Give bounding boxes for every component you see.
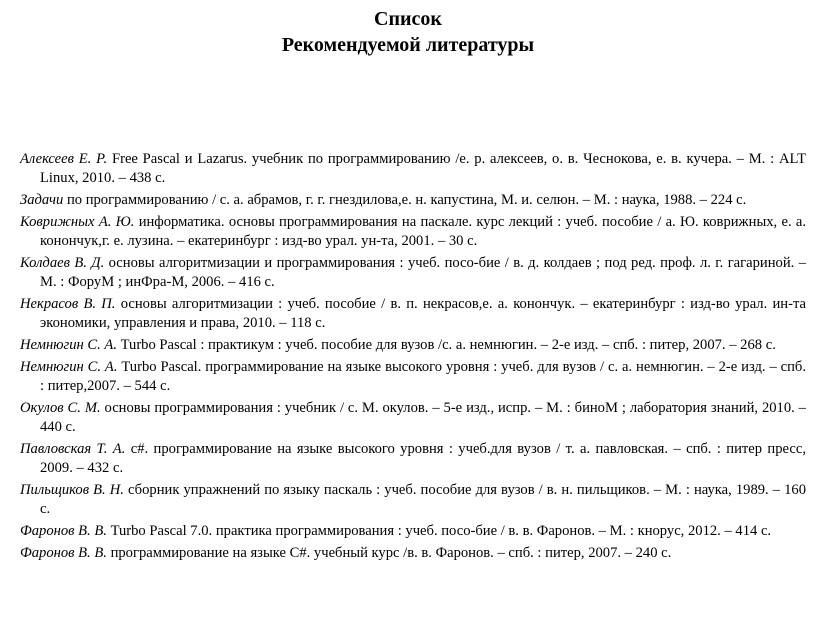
reference-item [20, 295, 806, 333]
reference-item [20, 213, 806, 251]
reference-author: Пильщиков В. Н. [20, 482, 124, 498]
title-line-1: Список [374, 8, 442, 30]
reference-text: c#. программирование на языке высокого уровня : учеб.для вузов / т. а. павловская. – спб. : питер пресс, 2009. – 432 с. [40, 441, 806, 476]
reference-text: информатика. основы программирования на паскале. курс лекций : учеб. пособие / а. Ю. коврижных, е. а. конончук,г. е. лузина. – екатеринбург : изд-во урал. ун-та, 2001. – 30 с. [40, 214, 807, 249]
page-title [0, 6, 816, 58]
reference-text: основы алгоритмизации : учеб. пособие / в. п. некрасов,е. а. конончук. – екатеринбург : изд-во урал. ин-та экономики, управления и права, 2010. – 118 с. [40, 296, 807, 331]
reference-item [20, 254, 806, 292]
reference-text: основы алгоритмизации и программирования : учеб. посо-бие / в. д. колдаев ; под ред. проф. л. г. гагариной. – М. : ФоруМ ; инФра-М, 2006. – 416 с. [40, 255, 806, 290]
reference-author: Колдаев В. Д. [20, 255, 105, 271]
reference-text: Turbo Pascal 7.0. практика программирования : учеб. посо-бие / в. в. Фаронов. – М. : кнорус, 2012. – 414 с. [110, 523, 772, 539]
reference-author: Фаронов В. В. [20, 523, 107, 539]
reference-item [20, 481, 806, 519]
reference-list [20, 150, 806, 566]
reference-item [20, 336, 806, 355]
reference-item [20, 150, 806, 188]
reference-item [20, 440, 806, 478]
title-line-2: Рекомендуемой литературы [281, 34, 535, 56]
reference-text: Turbo Pascal : практикум : учеб. пособие для вузов /с. а. немнюгин. – 2-е изд. – спб. : питер, 2007. – 268 с. [120, 337, 776, 353]
reference-author: Павловская Т. А. [20, 441, 126, 457]
reference-author: Фаронов В. В. [20, 545, 107, 561]
reference-text: Turbo Pascal. программирование на языке высокого уровня : учеб. для вузов / с. а. немнюгин. – 2-е изд. – спб. : питер,2007. – 544 с. [40, 359, 807, 394]
reference-item [20, 522, 806, 541]
reference-author: Алексеев Е. Р. [20, 151, 108, 167]
reference-item [20, 544, 806, 563]
reference-text: программирование на языке C#. учебный курс /в. в. Фаронов. – спб. : питер, 2007. – 240 с. [110, 545, 672, 561]
reference-text: основы программирования : учебник / с. М. окулов. – 5-е изд., испр. – М. : биноМ ; лаборатория знаний, 2010. – 440 с. [40, 400, 806, 435]
reference-text: сборник упражнений по языку паскаль : учеб. пособие для вузов / в. н. пильщиков. – М. : наука, 1989. – 160 с. [40, 482, 807, 517]
reference-author: Окулов С. М. [20, 400, 101, 416]
reference-item [20, 358, 806, 396]
reference-author: Немнюгин С. А. [20, 337, 117, 353]
reference-author: Коврижных А. Ю. [20, 214, 135, 230]
reference-author: Немнюгин С. А. [20, 359, 118, 375]
reference-author: Некрасов В. П. [20, 296, 116, 312]
reference-item [20, 191, 806, 210]
reference-text: Free Pascal и Lazarus. учебник по программированию /е. р. алексеев, о. в. Чеснокова, е. в. кучера. – М. : ALT Linux, 2010. – 438 с. [40, 151, 806, 186]
reference-author: Задачи [20, 192, 64, 208]
reference-text: по программированию / с. а. абрамов, г. г. гнездилова,е. н. капустина, М. и. селюн. – М. : наука, 1988. – 224 с. [66, 192, 747, 208]
reference-item [20, 399, 806, 437]
